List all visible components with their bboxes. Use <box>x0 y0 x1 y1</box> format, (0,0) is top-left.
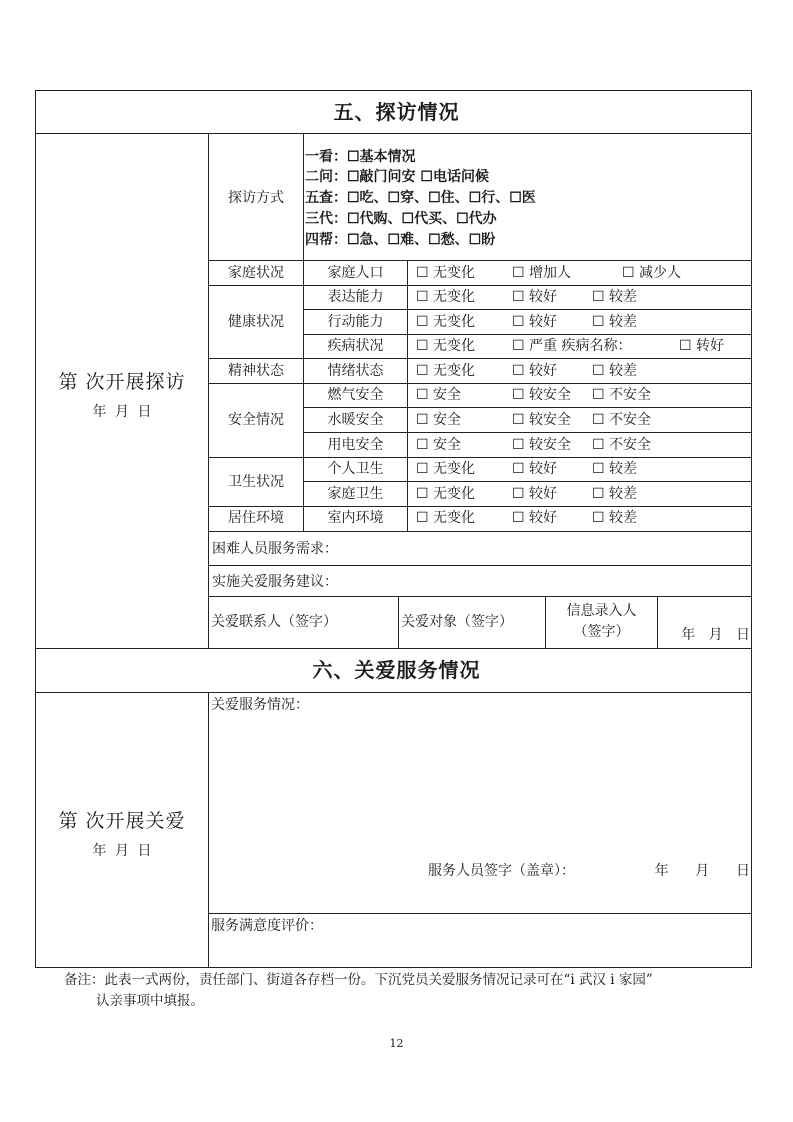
option-checkbox[interactable]: ☐ 不安全 <box>592 387 652 403</box>
rule-row <box>303 481 751 482</box>
option-checkbox[interactable]: ☐ 无变化 <box>416 289 476 305</box>
visit-date: 年 月 日 <box>92 404 152 420</box>
rule-right <box>751 90 752 968</box>
row-item: 疾病状况 <box>327 338 384 354</box>
category-safety: 安全情况 <box>228 412 284 428</box>
option-checkbox[interactable]: ☐ 较安全 <box>512 412 572 428</box>
option-checkbox[interactable]: ☐ 增加人 <box>512 265 572 281</box>
rule-left <box>35 90 36 968</box>
option-checkbox[interactable]: ☐ 较差 <box>592 363 638 379</box>
rule-col-item <box>407 260 408 531</box>
row-item: 家庭卫生 <box>327 486 384 502</box>
rule-row <box>208 565 751 566</box>
row-item: 情绪状态 <box>327 363 384 379</box>
option-checkbox[interactable]: ☐ 无变化 <box>416 338 476 354</box>
section5-title: 五、探访情况 <box>333 100 460 124</box>
needs-label: 困难人员服务需求： <box>212 541 338 557</box>
option-checkbox[interactable]: ☐ 安全 <box>416 387 462 403</box>
rule-row <box>208 531 751 532</box>
method-label: 探访方式 <box>228 190 284 206</box>
option-checkbox[interactable]: ☐ 无变化 <box>416 314 476 330</box>
option-checkbox[interactable]: ☐ 转好 <box>679 338 725 354</box>
rule-methods-bottom <box>208 260 751 261</box>
row-item: 燃气安全 <box>327 387 384 403</box>
method-option: 四帮：☐急、☐难、☐愁、☐盼 <box>305 232 496 248</box>
option-checkbox[interactable]: ☐ 无变化 <box>416 510 476 526</box>
staff-signature[interactable]: 服务人员签字（盖章）： <box>428 863 575 879</box>
sign-contact-person[interactable]: 关爱联系人（签字） <box>211 614 337 630</box>
option-checkbox[interactable]: ☐ 无变化 <box>416 363 476 379</box>
option-checkbox[interactable]: ☐ 较好 <box>512 289 558 305</box>
row-item: 家庭人口 <box>327 265 384 281</box>
satisfaction-label: 服务满意度评价： <box>211 918 323 934</box>
option-checkbox[interactable]: ☐ 安全 <box>416 412 462 428</box>
sign-care-recipient[interactable]: 关爱对象（签字） <box>401 614 513 630</box>
rule-inner-left-5 <box>208 133 209 648</box>
option-checkbox[interactable]: ☐ 较差 <box>592 289 638 305</box>
rule-sec6-title-top <box>35 648 752 649</box>
remark-line-1: 备注：此表一式两份，责任部门、街道各存档一份。下沉党员关爱服务情况记录可在“i 武汉 i 家园” <box>64 972 653 988</box>
remark-line-2: 认亲事项中填报。 <box>96 993 204 1009</box>
row-item: 行动能力 <box>327 314 384 330</box>
rule-row <box>303 309 751 310</box>
option-checkbox[interactable]: ☐ 较好 <box>512 510 558 526</box>
rule-row <box>208 358 751 359</box>
row-item: 水暖安全 <box>327 412 384 428</box>
row-item: 用电安全 <box>327 437 384 453</box>
rule-bottom <box>35 967 752 968</box>
option-checkbox[interactable]: ☐ 减少人 <box>622 265 682 281</box>
sign-date[interactable]: 年 月 日 <box>681 627 750 643</box>
option-checkbox[interactable]: ☐ 较差 <box>592 486 638 502</box>
option-checkbox[interactable]: ☐ 较好 <box>512 461 558 477</box>
rule-inner-left-6 <box>208 692 209 967</box>
option-checkbox[interactable]: ☐ 较差 <box>592 510 638 526</box>
page-number: 12 <box>389 1037 404 1050</box>
sign-entry-person[interactable]: 信息录入人 <box>566 603 637 619</box>
category-health: 健康状况 <box>228 314 284 330</box>
visit-count-title: 第 次开展探访 <box>58 371 186 393</box>
option-checkbox[interactable]: ☐ 较好 <box>512 314 558 330</box>
option-checkbox[interactable]: ☐ 不安全 <box>592 412 652 428</box>
method-option: 二问：☐敲门问安 ☐电话问候 <box>305 169 489 185</box>
rule-sec6-title-bottom <box>35 692 752 693</box>
rule-row <box>208 506 751 507</box>
option-checkbox[interactable]: ☐ 安全 <box>416 437 462 453</box>
service-label: 关爱服务情况： <box>211 697 309 713</box>
method-option: 三代：☐代购、☐代买、☐代办 <box>305 211 497 227</box>
rule-satisfaction-top <box>208 913 751 914</box>
rule-row <box>208 383 751 384</box>
category-family: 家庭状况 <box>228 265 284 281</box>
category-mental: 精神状态 <box>228 363 284 379</box>
option-checkbox[interactable]: ☐ 无变化 <box>416 486 476 502</box>
method-option: 五查：☐吃、☐穿、☐住、☐行、☐医 <box>305 190 536 206</box>
option-checkbox[interactable]: ☐ 较差 <box>592 314 638 330</box>
option-checkbox[interactable]: ☐ 较好 <box>512 486 558 502</box>
option-checkbox[interactable]: ☐ 无变化 <box>416 265 476 281</box>
rule-sign-col <box>657 596 658 648</box>
option-checkbox[interactable]: ☐ 较安全 <box>512 387 572 403</box>
option-checkbox[interactable]: ☐ 较好 <box>512 363 558 379</box>
row-item: 室内环境 <box>327 510 384 526</box>
option-checkbox[interactable]: ☐ 不安全 <box>592 437 652 453</box>
rule-sign-col <box>398 596 399 648</box>
method-option: 一看：☐基本情况 <box>305 149 416 165</box>
section6-title: 六、关爱服务情况 <box>312 658 481 682</box>
category-hygiene: 卫生状况 <box>228 474 284 490</box>
rule-row <box>303 334 751 335</box>
rule-top <box>35 90 752 91</box>
rule-row <box>208 457 751 458</box>
option-checkbox[interactable]: ☐ 较安全 <box>512 437 572 453</box>
staff-sign-date[interactable]: 年 月 日 <box>654 863 750 879</box>
option-checkbox[interactable]: ☐ 无变化 <box>416 461 476 477</box>
care-count-title: 第 次开展关爱 <box>58 810 186 832</box>
rule-sec5-title-bottom <box>35 133 752 134</box>
suggestion-label: 实施关爱服务建议： <box>212 574 338 590</box>
care-date: 年 月 日 <box>92 843 152 859</box>
rule-row <box>303 407 751 408</box>
rule-row <box>208 285 751 286</box>
row-item: 个人卫生 <box>327 461 384 477</box>
rule-row <box>303 432 751 433</box>
row-item: 表达能力 <box>327 289 384 305</box>
rule-row <box>208 596 751 597</box>
option-checkbox[interactable]: ☐ 较差 <box>592 461 638 477</box>
category-living: 居住环境 <box>228 510 284 526</box>
sign-entry-person-note: （签字） <box>573 624 630 640</box>
option-checkbox[interactable]: ☐ 严重 疾病名称： <box>512 338 632 354</box>
